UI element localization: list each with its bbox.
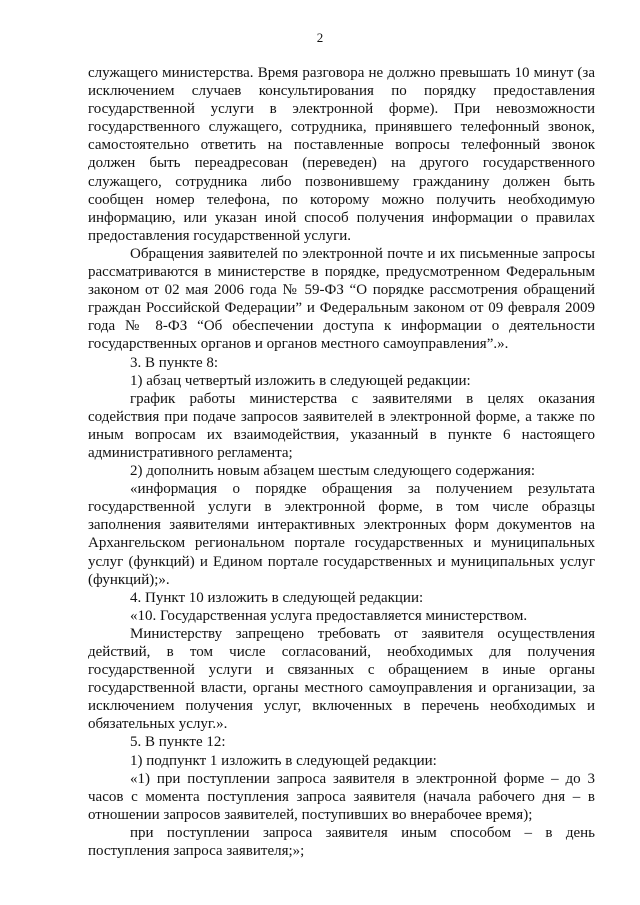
paragraph: «1) при поступлении запроса заявителя в электронной форме – до 3 часов с момента поступления запроса заявителя (начала рабочего дня – в отношении запросов заявителей, поступивших во внерабочее время); bbox=[88, 770, 595, 823]
page-number: 2 bbox=[316, 30, 324, 45]
paragraph: Министерству запрещено требовать от заявителя осуществления действий, в том числе согласований, необходимых для получения государственной услуги и связанных с обращением в иные органы государственной власти, органы местного самоуправления и организации, за исключением получения услуг, включенных в перечень необходимых и обязательных услуг.». bbox=[88, 625, 595, 733]
paragraph: 1) подпункт 1 изложить в следующей редакции: bbox=[130, 752, 437, 769]
paragraph: 2) дополнить новым абзацем шестым следующего содержания: bbox=[130, 463, 536, 480]
paragraph: 1) абзац четвертый изложить в следующей редакции: bbox=[130, 372, 471, 389]
paragraph: «10. Государственная услуга предоставляется министерством. bbox=[130, 607, 528, 624]
paragraph: график работы министерства с заявителями в целях оказания содействия при подаче запросов заявителей в электронной форме, а также по иным вопросам их взаимодействия, указанный в пункте 6 настоящего административного регламента; bbox=[88, 390, 595, 461]
document-body bbox=[88, 64, 595, 860]
paragraph: при поступлении запроса заявителя иным способом – в день поступления запроса заявителя;»; bbox=[88, 824, 595, 860]
paragraph: 5. В пункте 12: bbox=[130, 734, 226, 751]
paragraph: «информация о порядке обращения за получением результата государственной услуги в электронной форме, в том числе образцы заполнения заявителями интерактивных электронных форм документов на Архангельском региональном портале государственных и муниципальных услуг (функций) и Едином портале государственных и муниципальных услуг (функций);». bbox=[88, 481, 595, 588]
paragraph: 3. В пункте 8: bbox=[130, 354, 219, 371]
paragraph: Обращения заявителей по электронной почте и их письменные запросы рассматриваются в министерстве в порядке, предусмотренном Федеральным законом от 02 мая 2006 года № 59-ФЗ “О порядке рассмотрения обращений граждан Российской Федерации” и Федеральным законом от 09 февраля 2009 года № 8-ФЗ “Об обеспечении доступа к информации о деятельности государственных органов и органов местного самоуправления”.». bbox=[88, 245, 595, 353]
paragraph: 4. Пункт 10 изложить в следующей редакции: bbox=[130, 589, 424, 606]
paragraph: служащего министерства. Время разговора не должно превышать 10 минут (за исключением случаев консультирования по порядку предоставления государственной услуги в электронной форме). При невозможности государственного служащего, сотрудника, принявшего телефонный звонок, самостоятельно ответить на поставленные вопросы телефонный звонок должен быть переадресован (переведен) на другого государственного служащего, сотрудника либо позвонившему гражданину должен быть сообщен номер телефона, по которому можно получить необходимую информацию, или указан иной способ получения информации о правилах предоставления государственной услуги. bbox=[88, 65, 595, 244]
